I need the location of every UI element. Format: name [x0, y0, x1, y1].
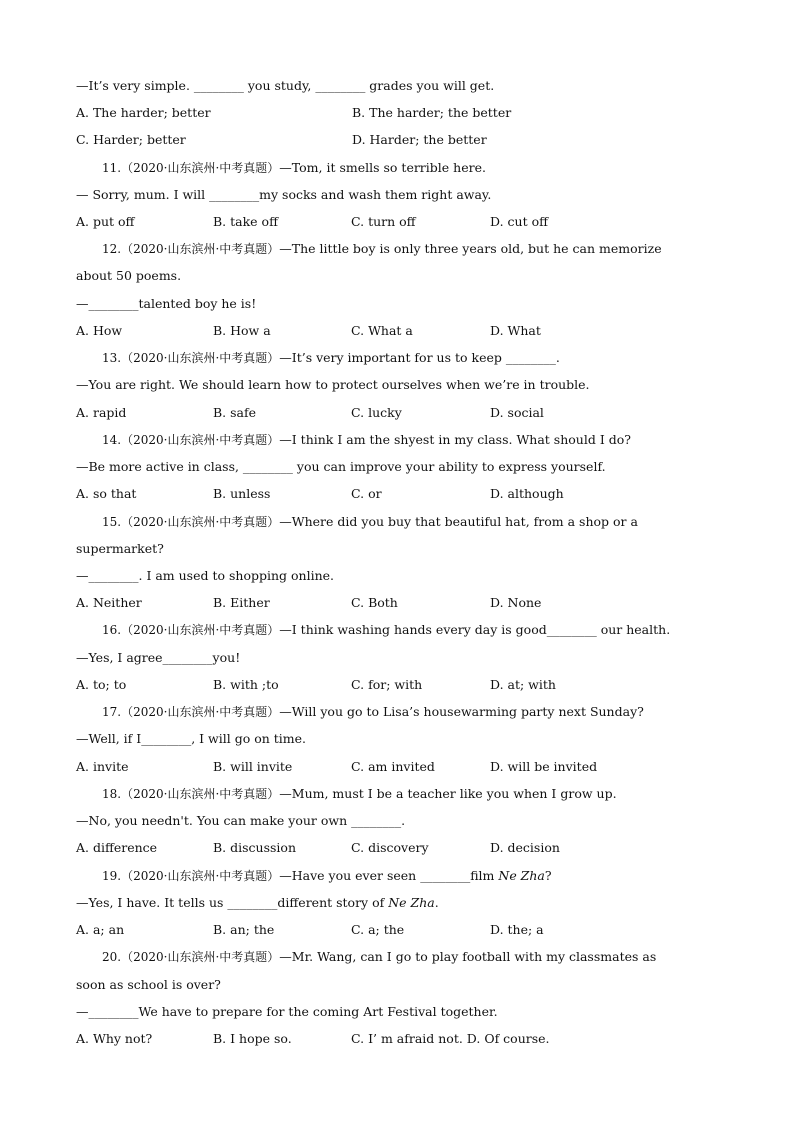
question-number: 11.: [102, 161, 122, 175]
intro-option-d: D. Harder; the better: [352, 132, 487, 147]
film-title: Ne Zha: [498, 868, 545, 883]
question-13-stem: [102, 349, 560, 367]
question-19-stem: [102, 867, 552, 885]
intro-option-b: B. The harder; the better: [352, 105, 512, 120]
option-b: B. will invite: [213, 759, 293, 774]
question-18-stem: [102, 785, 617, 803]
option-c: C. What a: [351, 323, 413, 338]
question-11-reply: — Sorry, mum. I will ________my socks and wash them right away.: [76, 187, 492, 202]
question-text: —Will you go to Lisa’s housewarming party next Sunday?: [279, 704, 644, 719]
question-12-stem-cont: about 50 poems.: [76, 268, 182, 283]
question-source: （2020·山东滨州·中考真题）: [121, 515, 280, 529]
question-20-stem-cont: soon as school is over?: [76, 977, 221, 992]
option-a: A. difference: [76, 840, 158, 855]
question-14-stem: [102, 431, 631, 449]
option-c: C. discovery: [351, 840, 429, 855]
question-13-reply: —You are right. We should learn how to protect ourselves when we’re in trouble.: [76, 377, 590, 392]
option-c: C. a; the: [351, 922, 405, 937]
option-a: A. invite: [76, 759, 129, 774]
question-17-options: [76, 758, 776, 776]
option-d: D. decision: [490, 840, 560, 855]
option-d: D. the; a: [490, 922, 544, 937]
option-b: B. unless: [213, 486, 271, 501]
question-15-stem-cont: supermarket?: [76, 541, 164, 556]
question-text: —Have you ever seen ________film: [279, 868, 499, 883]
option-c: C. am invited: [351, 759, 435, 774]
question-18-options: [76, 839, 776, 857]
question-text: —The little boy is only three years old, but he can memorize: [279, 241, 662, 256]
question-18-reply: —No, you needn't. You can make your own ________.: [76, 813, 406, 828]
question-number: 14.: [102, 433, 122, 447]
option-d: D. What: [490, 323, 541, 338]
option-a: A. a; an: [76, 922, 125, 937]
question-source: （2020·山东滨州·中考真题）: [121, 242, 280, 256]
question-source: （2020·山东滨州·中考真题）: [121, 351, 280, 365]
question-number: 19.: [102, 869, 122, 883]
intro-options-row-2: [76, 131, 776, 149]
intro-option-c: C. Harder; better: [76, 132, 186, 147]
option-a: A. How: [76, 323, 123, 338]
option-b: B. with ;to: [213, 677, 279, 692]
question-text: —Mum, must I be a teacher like you when I grow up.: [279, 786, 617, 801]
question-text: —I think washing hands every day is good________ our health.: [279, 622, 671, 637]
option-a: A. put off: [76, 214, 135, 229]
film-title: Ne Zha: [388, 895, 435, 910]
option-c: C. or: [351, 486, 382, 501]
option-d: D. at; with: [490, 677, 556, 692]
question-11-stem: [102, 159, 486, 177]
intro-option-a: A. The harder; better: [76, 105, 211, 120]
intro-dialog: —It’s very simple. ________ you study, ________ grades you will get.: [76, 78, 495, 93]
option-b: B. safe: [213, 405, 257, 420]
reply-text: —Yes, I have. It tells us ________different story of: [76, 895, 389, 910]
option-c: C. turn off: [351, 214, 416, 229]
question-number: 16.: [102, 623, 122, 637]
question-punct: ?: [544, 868, 552, 883]
question-14-reply: —Be more active in class, ________ you can improve your ability to express yourself.: [76, 459, 606, 474]
question-16-options: [76, 676, 776, 694]
question-text: —Where did you buy that beautiful hat, from a shop or a: [279, 514, 638, 529]
question-20-reply: —________We have to prepare for the coming Art Festival together.: [76, 1004, 498, 1019]
option-c: C. for; with: [351, 677, 423, 692]
question-text: —Mr. Wang, can I go to play football with my classmates as: [279, 949, 657, 964]
question-15-options: [76, 594, 776, 612]
question-source: （2020·山东滨州·中考真题）: [121, 623, 280, 637]
question-number: 13.: [102, 351, 122, 365]
option-b: B. Either: [213, 595, 270, 610]
question-15-stem: [102, 513, 638, 531]
question-16-reply: —Yes, I agree________you!: [76, 650, 241, 665]
option-d: D. None: [490, 595, 542, 610]
question-11-options: [76, 213, 776, 231]
question-number: 15.: [102, 515, 122, 529]
question-19-reply: [76, 894, 439, 912]
option-b: B. an; the: [213, 922, 275, 937]
option-a: A. Neither: [76, 595, 142, 610]
question-15-reply: —________. I am used to shopping online.: [76, 568, 335, 583]
question-source: （2020·山东滨州·中考真题）: [121, 869, 280, 883]
question-17-reply: —Well, if I________, I will go on time.: [76, 731, 307, 746]
question-16-stem: [102, 621, 670, 639]
option-a: A. rapid: [76, 405, 127, 420]
option-a: A. Why not?: [76, 1031, 153, 1046]
option-d: D. social: [490, 405, 544, 420]
question-text: —It’s very important for us to keep ________.: [279, 350, 560, 365]
question-12-options: [76, 322, 776, 340]
question-12-stem: [102, 240, 662, 258]
question-text: —Tom, it smells so terrible here.: [279, 160, 486, 175]
question-13-options: [76, 404, 776, 422]
question-14-options: [76, 485, 776, 503]
question-19-options: [76, 921, 776, 939]
question-source: （2020·山东滨州·中考真题）: [121, 787, 280, 801]
option-c-d: C. I’ m afraid not. D. Of course.: [351, 1031, 550, 1046]
option-c: C. Both: [351, 595, 398, 610]
option-d: D. cut off: [490, 214, 548, 229]
option-d: D. although: [490, 486, 564, 501]
option-b: B. take off: [213, 214, 278, 229]
option-a: A. to; to: [76, 677, 127, 692]
question-number: 12.: [102, 242, 122, 256]
question-source: （2020·山东滨州·中考真题）: [121, 705, 280, 719]
question-number: 17.: [102, 705, 122, 719]
question-17-stem: [102, 703, 644, 721]
question-source: （2020·山东滨州·中考真题）: [121, 950, 280, 964]
reply-punct: .: [434, 895, 439, 910]
option-a: A. so that: [76, 486, 137, 501]
option-c: C. lucky: [351, 405, 402, 420]
option-b: B. How a: [213, 323, 271, 338]
question-source: （2020·山东滨州·中考真题）: [121, 433, 280, 447]
option-b: B. discussion: [213, 840, 297, 855]
question-source: （2020·山东滨州·中考真题）: [121, 161, 280, 175]
option-d: D. will be invited: [490, 759, 598, 774]
question-number: 20.: [102, 950, 122, 964]
question-12-reply: —________talented boy he is!: [76, 296, 257, 311]
question-20-options: [76, 1030, 776, 1048]
question-text: —I think I am the shyest in my class. What should I do?: [279, 432, 631, 447]
option-b: B. I hope so.: [213, 1031, 292, 1046]
intro-options-row-1: [76, 104, 776, 122]
question-20-stem: [102, 948, 656, 966]
question-number: 18.: [102, 787, 122, 801]
